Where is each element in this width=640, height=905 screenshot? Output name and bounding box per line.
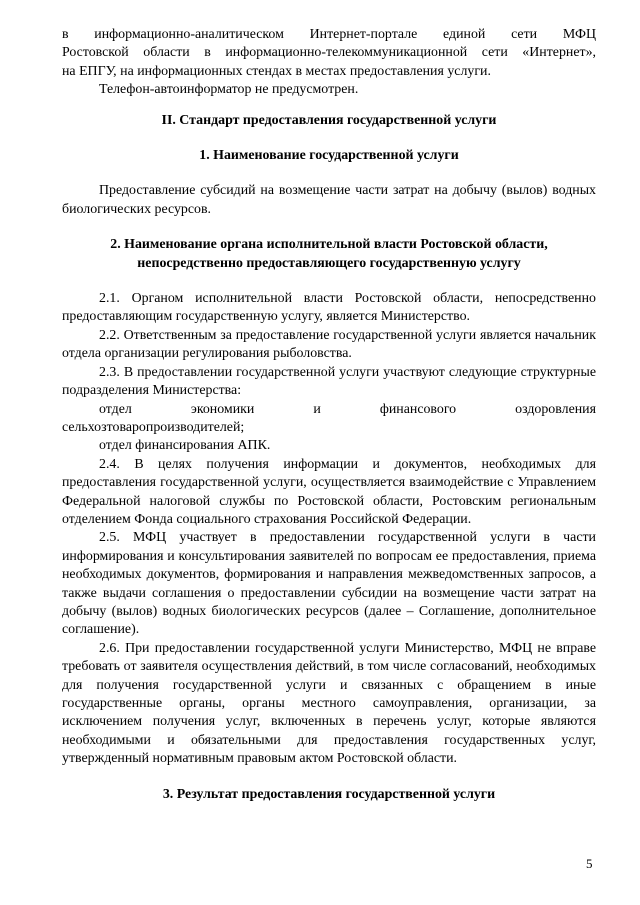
intro-line-1: в информационно-аналитическом Интернет-портале единой сети МФЦ xyxy=(62,27,596,42)
paragraph-2-3-item-a-line-1: отдел экономики и финансового оздоровления xyxy=(99,401,596,417)
intro-line-3: на ЕПГУ, на информационных стендах в местах предоставления услуги. xyxy=(62,63,491,79)
heading-3: 3. Результат предоставления государственной услуги xyxy=(162,786,496,802)
section-2-heading: II. Стандарт предоставления государственной услуги xyxy=(161,112,497,128)
paragraph-2-5: 2.5. МФЦ участвует в предоставлении государственной услуги в части информирования и консультирования заявителей по вопросам ее предоставления, приема необходимых документов, формирования и направления межведомственных запросов, а также выдачи соглашения о предоставлении субсидии на возмещение части затрат на добычу (вылов) водных биологических ресурсов (далее – Соглашение, дополнительное соглашение). xyxy=(62,530,596,638)
heading-2-line-2: непосредственно предоставляющего государственную услугу xyxy=(137,255,521,271)
paragraph-1: Предоставление субсидий на возмещение части затрат на добычу (вылов) водных биологических ресурсов. xyxy=(62,183,596,217)
intro-line-2: Ростовской области в информационно-телекоммуникационной сети «Интернет», xyxy=(62,45,596,61)
paragraph-2-3-item-a-line-2: сельхозтоваропроизводителей; xyxy=(62,419,245,435)
paragraph-2-4: 2.4. В целях получения информации и документов, необходимых для предоставления государственной услуги, осуществляется взаимодействие с Управлением Федеральной налоговой службы по Ростовской области, Ростовским региональным отделением Фонда социального страхования Российской Федерации. xyxy=(62,456,596,527)
page-number: 5 xyxy=(586,856,593,871)
heading-2-line-1: 2. Наименование органа исполнительной власти Ростовской области, xyxy=(110,237,548,253)
paragraph-2-1: 2.1. Органом исполнительной власти Ростовской области, непосредственно предоставляющим государственную услугу, является Министерство. xyxy=(62,291,596,325)
paragraph-2-2: 2.2. Ответственным за предоставление государственной услуги является начальник отдела организации регулирования рыболовства. xyxy=(62,327,596,362)
paragraph-2-3: 2.3. В предоставлении государственной услуги участвуют следующие структурные подразделения Министерства: xyxy=(62,364,596,399)
page-content xyxy=(62,26,596,804)
paragraph-2-3-item-b: отдел финансирования АПК. xyxy=(99,438,271,454)
phone-paragraph: Телефон-автоинформатор не предусмотрен. xyxy=(99,82,359,98)
heading-1: 1. Наименование государственной услуги xyxy=(199,148,459,164)
paragraph-2-6: 2.6. При предоставлении государственной услуги Министерство, МФЦ не вправе требовать от заявителя осуществления действий, в том числе согласований, необходимых для получения государственной услуги и связанных с обращением в иные государственные органы, органы местного самоуправления, организации, за исключением получения услуг, включенных в перечень услуг, которые являются необходимыми и обязательными для предоставления государственных услуг, утвержденный нормативным правовым актом Ростовской области. xyxy=(62,640,596,767)
